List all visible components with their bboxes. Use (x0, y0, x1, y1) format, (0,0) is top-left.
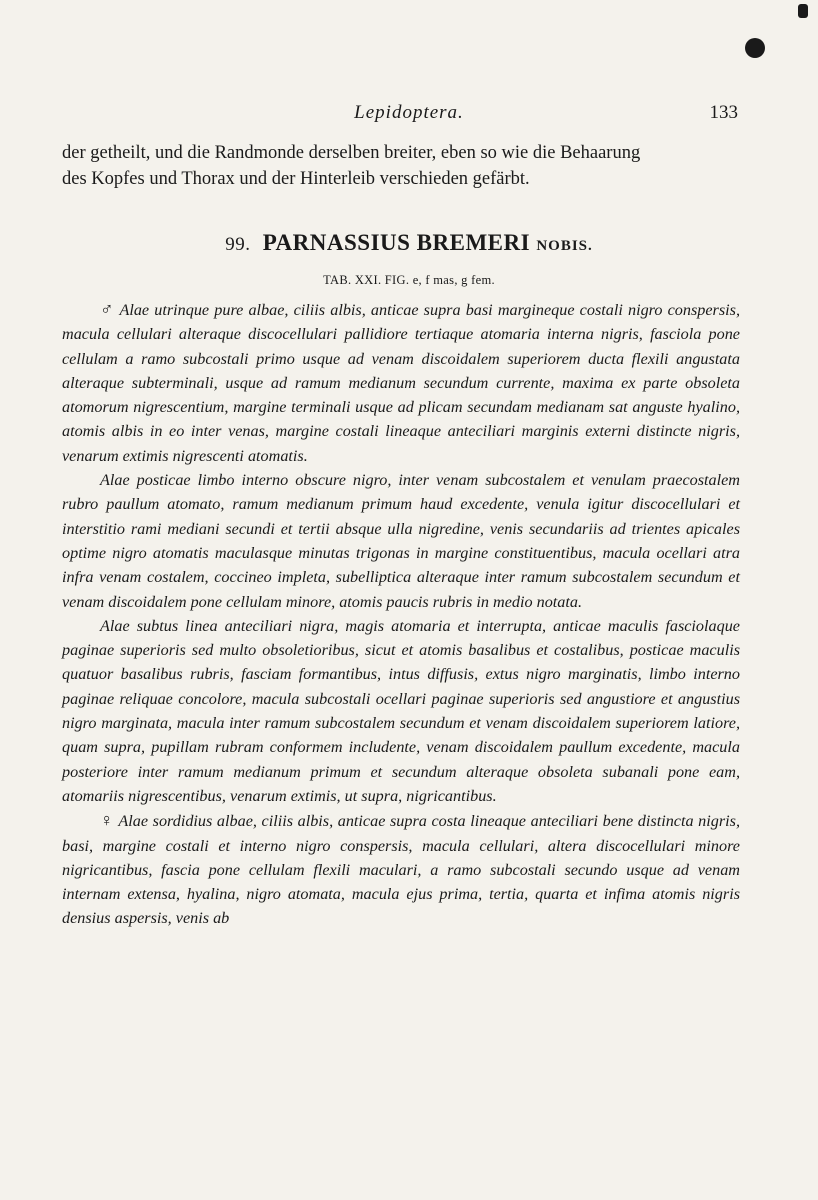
male-symbol: ♂ (100, 299, 115, 319)
species-number: 99. (225, 234, 251, 255)
latin-description (62, 297, 740, 931)
page-number: 133 (709, 102, 738, 123)
male-upper-text: Alae utrinque pure albae, ciliis albis, anticae supra basi margineque costali nigro conspersis, macula cellulari alteraque discocellulari pallidiore tertiaque atomaria interna nigris, fasciola pone cellulam a ramo subcostali primo usque ad venam discoidalem superiorem ducta flexili angustata alteraque subterminali, usque ad ramum medianum secundum currente, maxima ex parte obsoleta atomorum nigrescentium, margine terminali usque ad plicam secundam medianam sat anguste hyalino, atomis albis in eo inter venas, margine costali lineaque anteciliari marginis externi distincte nigris, venarum extimis nigrescenti atomatis. (62, 301, 740, 465)
species-author: NOBIS. (536, 238, 593, 254)
paragraph-male-hindwing: Alae posticae limbo interno obscure nigro, inter venam subcostalem et venulam praecostalem rubro paullum atomato, ramum medianum primum haud excedente, venula igitur discocellulari et interstitio rami mediani secundi et tertii absque ulla nigredine, venis secundariis ad trientes apicales optime nigro atomatis maculasque minutas trigonas in margine constituentibus, macula ocellari atra infra venam costalem, coccineo impleta, subelliptica alteraque inter ramum subcostalem secundum et venam discoidalem pone cellulam minore, atomis paucis rubris in medio notata. (62, 471, 740, 611)
paragraph-male-underside: Alae subtus linea anteciliari nigra, magis atomaria et interrupta, anticae maculis fasciolaque paginae superioris sed multo obsoletioribus, sicut et atomis basalibus et costalibus, posticae maculis quatuor basalibus rubris, fasciam formantibus, intus diffusis, extus nigro marginatis, limbo interno paginae reliquae concolore, macula subcostali ocellari paginae superioris sed angustiore et angustius nigro marginata, macula inter ramum subcostalem secundum et venam discoidalem superiorem latiore, quam supra, pupillam rubram conformem includente, venam discoidalem paullum excedente, macula posteriore inter ramum medianum primum et secundum alteraque obsoleta subanali pone eam, atomariis nigrescentibus, venarum extimis, ut supra, nigricantibus. (62, 616, 740, 805)
species-heading (0, 230, 818, 256)
ink-speck (745, 38, 765, 58)
paragraph-female (62, 808, 740, 930)
continuation-line-2: des Kopfes und Thorax und der Hinterleib verschieden gefärbt. (62, 169, 530, 189)
paragraph-male-upperside (62, 297, 740, 468)
continuation-line-1: der getheilt, und die Randmonde derselben breiter, eben so wie die Behaarung (62, 143, 641, 163)
female-text: Alae sordidius albae, ciliis albis, anticae supra costa lineaque anteciliari bene distincta nigris, basi, margine costali et interno nigro conspersis, macula cellulari, altera discocellulari minore nigricantibus, fascia pone cellulam flexili maculari, a ramo subcostali secundo usque ad venam internam extensa, hyalina, nigro atomata, macula ejus prima, tertia, quarta et infima atomis nigris densius aspersis, venis ab (62, 812, 740, 928)
ink-speck (798, 4, 808, 18)
plate-reference: TAB. XXI. FIG. e, f mas, g fem. (323, 273, 495, 287)
running-title: Lepidoptera. (354, 102, 464, 123)
species-name: PARNASSIUS BREMERI (262, 230, 531, 255)
female-symbol: ♀ (100, 810, 115, 831)
